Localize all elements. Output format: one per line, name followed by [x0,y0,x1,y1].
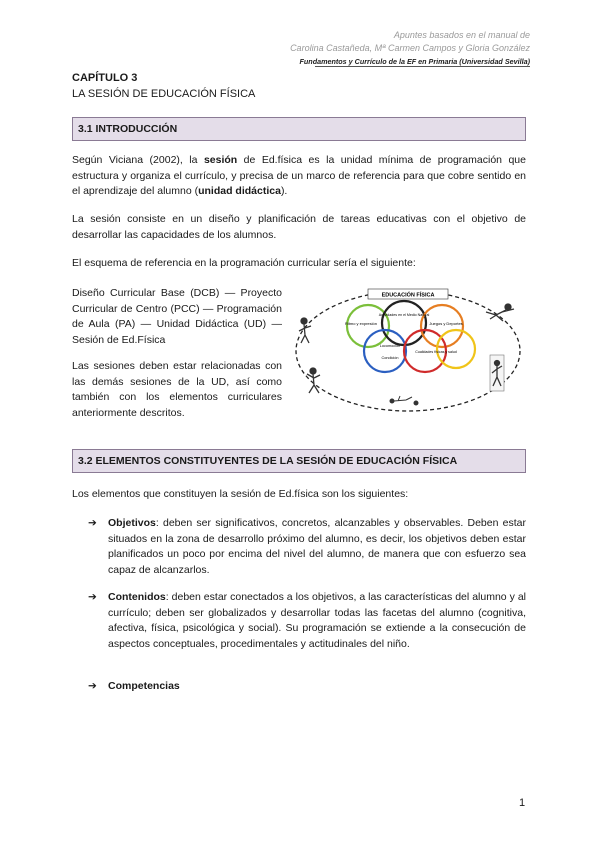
chapter-number: CAPÍTULO 3 [72,72,138,84]
header-rule [315,66,530,67]
figure-athlete-bottom-left [307,368,320,393]
label-condicion: Condición [381,356,399,360]
figure-title: EDUCACIÓN FÍSICA [381,292,435,299]
label-locomocion: Locomoción [379,344,401,348]
orange-circle [421,305,463,347]
bullet-contenidos: ➔ Contenidos: deben estar conectados a los objetivos, a las características del alumno y al currículo; deben ser globalizados y desarrollar todas las facetas del alumno (cognitiva, afectiva, física, psicológica y social). Su programación se extiende a la consecución de aspectos conceptuales, procedimentales y actitudinales del niño. [88,591,526,650]
outer-dashed-ellipse [296,291,520,411]
header-line-2: Carolina Castañeda, Mª Carmen Campos y Gloria González [290,43,530,53]
label-ritmo: Ritmo y expresión [344,321,378,326]
bullet-objetivos: ➔ Objetivos: deben ser significativos, concretos, alcanzables y observables. Deben estar situados en la zona de desarrollo próximo del alumno, es decir, los objetivos deben estar planificados un poco por encima del nivel del alumno, de manera que con esfuerzo sea capaz de alcanzarlos. [88,517,526,576]
chapter-title: LA SESIÓN DE EDUCACIÓN FÍSICA [72,88,256,100]
figure-athlete-bottom-right [490,355,504,391]
figure-lying-children [390,396,418,405]
label-medio-natural: Actividades en el Medio Natural [378,313,430,317]
label-juegos: Juegos y Deportes [429,321,463,326]
label-cualidades: Cualidades físicas y salud [415,350,457,354]
bullet-competencias: ➔ Competencias [88,679,526,695]
arrow-icon: ➔ [88,517,97,529]
intro-paragraph-5: Las sesiones deben estar relacionadas con las demás sesiones de la UD, así como también con los elementos curriculares anteriormente descritos. [72,360,282,419]
arrow-icon: ➔ [88,680,97,692]
intro-paragraph-2: La sesión consiste en un diseño y planificación de tareas educativas con el objetivo de desarrollar las capacidades de los alumnos. [72,213,526,241]
figure-athlete-right [486,304,514,321]
elements-intro: Los elementos que constituyen la sesión de Ed.física son los siguientes: [72,488,409,500]
blue-circle [364,330,406,372]
page-number: 1 [519,797,526,809]
yellow-circle [437,330,475,368]
section-heading-intro: 3.1 INTRODUCCIÓN [72,117,526,141]
educacion-fisica-diagram [290,283,526,415]
intro-paragraph-3: El esquema de referencia en la programación curricular sería el siguiente: [72,257,416,269]
arrow-icon: ➔ [88,591,97,603]
header-line-1: Apuntes basados en el manual de [393,30,530,40]
intro-paragraph-1: Según Viciana (2002), la sesión de Ed.física es la unidad mínima de programación que estructura y organiza el currículo, y precisa de un marco de referencia para que cobre sentido en el aprendizaje del alumno (unidad didáctica). [72,154,526,197]
header-line-3: Fundamentos y Currículo de la EF en Primaria (Universidad Sevilla) [299,57,530,66]
section-heading-elements: 3.2 ELEMENTOS CONSTITUYENTES DE LA SESIÓN DE EDUCACIÓN FÍSICA [72,449,526,473]
intro-paragraph-4: Diseño Curricular Base (DCB) — Proyecto Curricular de Centro (PCC) — Programación de Aula (PA) — Unidad Didáctica (UD) — Sesión de Ed.Física [72,287,282,346]
figure-athlete-left [299,318,311,343]
